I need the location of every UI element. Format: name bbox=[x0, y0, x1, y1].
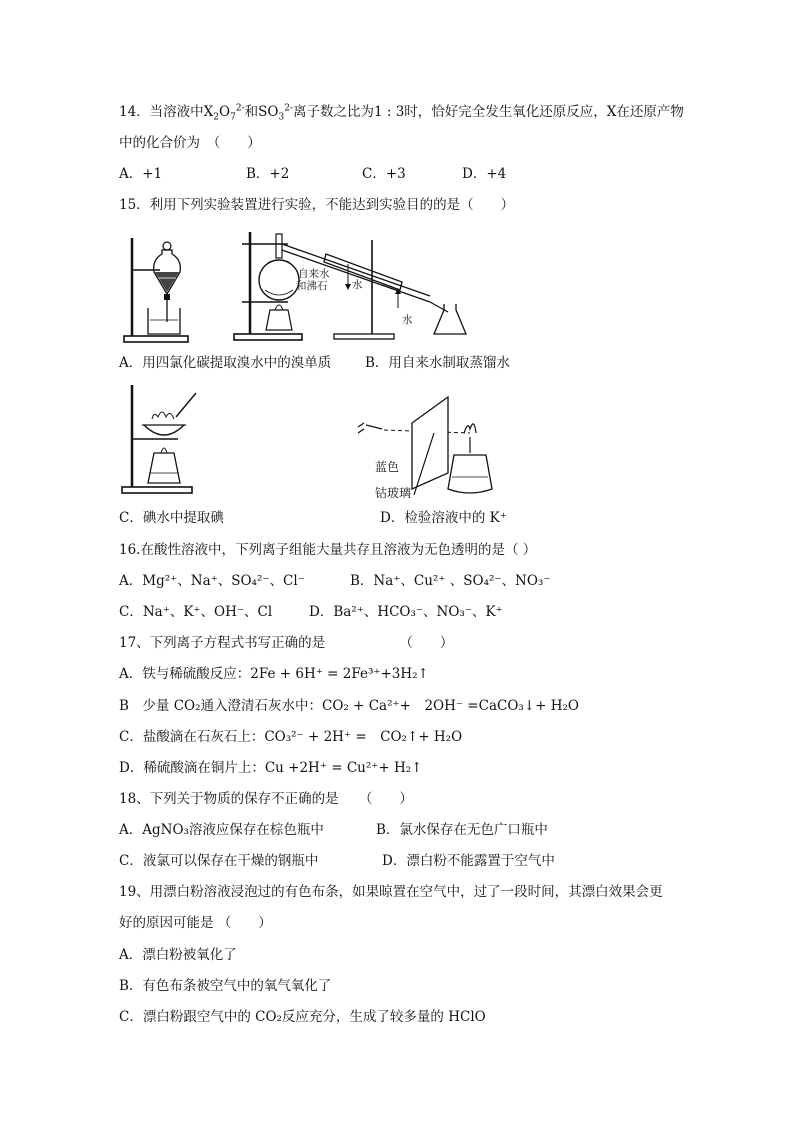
q14-option-a: A．+1 bbox=[119, 166, 163, 182]
q14-superscript: 2- bbox=[235, 103, 245, 114]
q18-stem: 18、下列关于物质的保存不正确的是 （ ） bbox=[119, 791, 413, 807]
label-boiling-chips: 和沸石 bbox=[296, 280, 328, 292]
q17-option-b: B 少量 CO₂通入澄清石灰水中：CO₂ + Ca²⁺+ 2OH⁻ =CaCO₃↓+ H₂O bbox=[119, 698, 579, 714]
q14-line2: 中的化合价为 （ ） bbox=[119, 135, 261, 151]
q17-option-c: C．盐酸滴在石灰石上：CO₃²⁻ + 2H⁺ = CO₂↑+ H₂O bbox=[119, 729, 463, 745]
label-cobalt-glass: 钴玻璃 bbox=[375, 486, 412, 500]
q16-option-c: C．Na⁺、K⁺、OH⁻、Cl bbox=[119, 604, 273, 620]
q14-option-d: D．+4 bbox=[462, 166, 507, 182]
q14-text: O bbox=[219, 104, 231, 120]
q17-option-d: D．稀硫酸滴在铜片上：Cu +2H⁺ = Cu²⁺+ H₂↑ bbox=[119, 760, 423, 776]
q14-option-c: C．+3 bbox=[362, 166, 406, 182]
q18-option-a: A．AgNO₃溶液应保存在棕色瓶中 bbox=[119, 822, 324, 838]
q15-caption-a: A．用四氯化碳提取溴水中的溴单质 bbox=[119, 355, 332, 371]
q14-superscript: 2- bbox=[284, 103, 293, 114]
q19-line1: 19、用漂白粉溶液浸泡过的有色布条，如果晾置在空气中，过了一段时间，其漂白效果会更 bbox=[119, 884, 663, 900]
q16-option-d: D．Ba²⁺、HCO₃⁻、NO₃⁻、K⁺ bbox=[309, 604, 503, 620]
figure-evaporating-dish bbox=[118, 383, 208, 495]
q19-option-c: C．漂白粉跟空气中的 CO₂反应充分，生成了较多量的 HClO bbox=[119, 1009, 486, 1025]
q18-option-d: D．漂白粉不能露置于空气中 bbox=[382, 853, 555, 869]
label-tap-water: 自来水 bbox=[298, 268, 330, 280]
q19-line2: 好的原因可能是 （ ） bbox=[119, 915, 272, 931]
q14-subscript: 3 bbox=[278, 112, 285, 123]
label-blue: 蓝色 bbox=[375, 460, 400, 474]
q14-text: 离子数之比为1 : 3时，恰好完全发生氧化还原反应，X在还原产物 bbox=[292, 104, 684, 120]
q18-option-b: B．氯水保存在无色广口瓶中 bbox=[376, 822, 548, 838]
label-water-out: 水 bbox=[352, 279, 363, 291]
q15-caption-d: D．检验溶液中的 K⁺ bbox=[380, 510, 507, 526]
figure-separatory-funnel bbox=[122, 232, 192, 344]
label-water-in: 水 bbox=[402, 314, 413, 326]
q16-option-a: A．Mg²⁺、Na⁺、SO₄²⁻、Cl⁻ bbox=[119, 573, 305, 589]
q15-stem: 15．利用下列实验装置进行实验，不能达到实验目的的是（ ） bbox=[119, 197, 515, 213]
q17-stem: 17、下列离子方程式书写正确的是 （ ） bbox=[119, 635, 454, 651]
q16-option-b: B．Na⁺、Cu²⁺ 、SO₄²⁻、NO₃⁻ bbox=[350, 573, 551, 589]
q15-caption-c: C．碘水中提取碘 bbox=[119, 510, 224, 526]
q14-line1 bbox=[119, 103, 684, 121]
q16-stem: 16.在酸性溶液中，下列离子组能大量共存且溶液为无色透明的是（ ） bbox=[119, 542, 537, 558]
q19-option-a: A．漂白粉被氧化了 bbox=[119, 947, 237, 963]
q14-option-b: B．+2 bbox=[246, 166, 290, 182]
q14-text: 和SO bbox=[244, 104, 279, 120]
q14-subscript: 2 bbox=[213, 112, 220, 123]
q14-text: 14．当溶液中X bbox=[119, 104, 214, 120]
q19-option-b: B．有色布条被空气中的氧气氧化了 bbox=[119, 978, 332, 994]
q15-caption-b: B．用自来水制取蒸馏水 bbox=[365, 355, 510, 371]
q14-subscript: 7 bbox=[230, 112, 236, 123]
q17-option-a: A．铁与稀硫酸反应：2Fe + 6H⁺ = 2Fe³⁺+3H₂↑ bbox=[119, 666, 429, 682]
q18-option-c: C．液氯可以保存在干燥的钢瓶中 bbox=[119, 853, 319, 869]
